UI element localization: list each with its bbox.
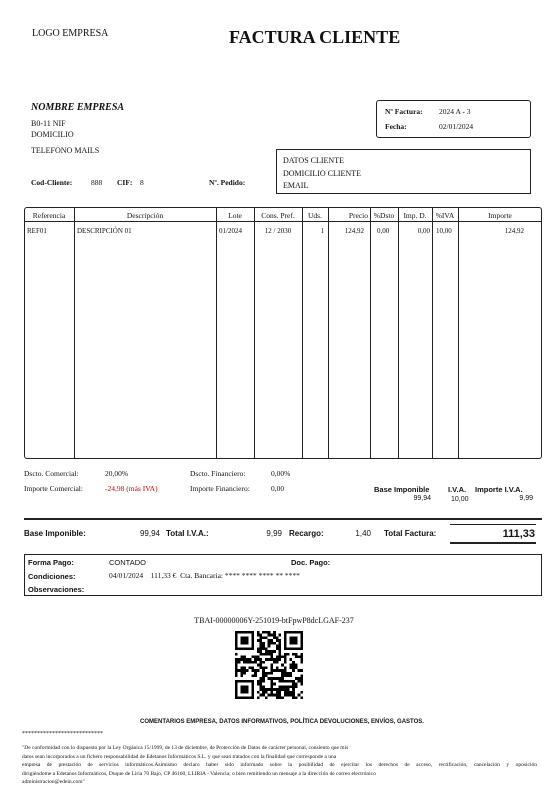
financial-amount-value: 0,00 bbox=[271, 484, 285, 493]
column-header-dsto: %Dsto bbox=[373, 211, 395, 220]
column-divider bbox=[328, 207, 329, 459]
client-code-value: 888 bbox=[91, 178, 103, 187]
table-header-divider bbox=[24, 221, 542, 222]
financial-discount-label: Dscto. Financiero: bbox=[190, 469, 246, 478]
surcharge-label: Recargo: bbox=[289, 529, 324, 538]
payment-conditions-label: Condiciones: bbox=[28, 572, 76, 581]
cell-uds: 1 bbox=[320, 227, 324, 235]
payment-method-value: CONTADO bbox=[109, 558, 146, 567]
tbai-code: TBAI-00000006Y-251019-btFpwP8dcLGAF-237 bbox=[194, 616, 354, 625]
cell-importe: 124,92 bbox=[504, 227, 524, 235]
company-address: DOMICILIO bbox=[31, 130, 74, 139]
logo-text: LOGO EMPRESA bbox=[32, 28, 109, 39]
column-divider bbox=[216, 207, 217, 459]
commercial-amount-value: -24,98 (más IVA) bbox=[105, 484, 158, 493]
column-header-iva: %IVA bbox=[435, 211, 455, 220]
commercial-discount-label: Dscto. Comercial: bbox=[24, 469, 79, 478]
items-table bbox=[24, 207, 542, 459]
column-header-importe: Importe bbox=[488, 211, 512, 220]
column-divider bbox=[74, 207, 75, 459]
legal-notice bbox=[22, 744, 537, 787]
cell-cons-pref: 12 / 2030 bbox=[264, 227, 292, 235]
total-box-bottom-rule bbox=[450, 542, 536, 544]
column-divider bbox=[302, 207, 303, 459]
order-number-label: Nº. Pedido: bbox=[209, 178, 246, 187]
client-cif-value: 8 bbox=[140, 178, 144, 187]
tax-importe-label: Importe I.V.A. bbox=[475, 485, 523, 494]
total-iva-value: 9,99 bbox=[266, 529, 282, 538]
tax-base-value: 99,94 bbox=[413, 495, 431, 502]
client-cif-label: CIF: bbox=[117, 178, 133, 187]
tax-iva-label: I.V.A. bbox=[448, 485, 467, 494]
column-divider bbox=[398, 207, 399, 459]
cell-imp-d: 0,00 bbox=[417, 227, 430, 235]
legal-line: dirigiéndome a Edetanos Informáticos, Duque de Liria 70 Bajo, CP 46160, LLIRIA - Valencia; o bien remitiendo un mensaje a la dirección de correo electrónico bbox=[22, 770, 376, 777]
client-data: DATOS CLIENTE bbox=[283, 156, 344, 165]
total-iva-label: Total I.V.A.: bbox=[166, 529, 209, 538]
legal-line: "De conformidad con lo dispuesto por la Ley Orgánica 15/1999, de 13 de diciembre, de Protección de Datos de carácter personal, consiento que mis bbox=[22, 745, 349, 751]
client-email: EMAIL bbox=[283, 181, 309, 190]
column-divider bbox=[370, 207, 371, 459]
footer-stars: *************************** bbox=[22, 731, 103, 737]
client-box bbox=[276, 149, 531, 194]
column-divider bbox=[254, 207, 255, 459]
company-contact: TELEFONO MAILS bbox=[31, 146, 100, 155]
qr-code-icon bbox=[230, 631, 308, 699]
column-header-imp-d: Imp. D. bbox=[403, 211, 427, 220]
cell-dsto: 0,00 bbox=[377, 227, 390, 235]
cell-descripcion: DESCRIPCIÓN 01 bbox=[77, 227, 132, 235]
commercial-discount-value: 20,00% bbox=[105, 469, 129, 478]
total-invoice-label: Total Factura: bbox=[384, 529, 437, 538]
financial-discount-value: 0,00% bbox=[271, 469, 291, 478]
payment-method-label: Forma Pago: bbox=[28, 558, 74, 567]
cell-lote: 01/2024 bbox=[219, 227, 242, 235]
payment-box bbox=[24, 554, 542, 596]
invoice-meta-box bbox=[376, 100, 531, 138]
invoice-number-value: 2024 A - 3 bbox=[439, 107, 471, 116]
cell-precio: 124,92 bbox=[344, 227, 364, 235]
footer-comments: COMENTARIOS EMPRESA, DATOS INFORMATIVOS, POLÍTICA DEVOLUCIONES, ENVÍOS, GASTOS. bbox=[140, 719, 424, 725]
document-title: FACTURA CLIENTE bbox=[229, 27, 401, 47]
financial-amount-label: Importe Financiero: bbox=[190, 484, 250, 493]
legal-line: empresa de prestación de servicios informáticos.Asimismo declaro haber sido informado sobre la posibilidad de ejercitar los derechos de acceso, rectificación, cancelación y oposición bbox=[22, 762, 537, 768]
total-box-top-rule bbox=[450, 524, 536, 525]
client-code-label: Cod-Cliente: bbox=[31, 178, 73, 187]
column-header-uds: Uds. bbox=[308, 211, 322, 220]
legal-line: datos sean incorporados a un fichero responsabilidad de Edetanos Informáticos S.L. y que sean tratados con la finalidad que corresponde a una bbox=[22, 753, 337, 760]
surcharge-value: 1,40 bbox=[355, 529, 371, 538]
legal-line: administracion@edein.com" bbox=[22, 779, 85, 785]
cell-referencia: REF01 bbox=[27, 227, 47, 235]
totals-top-rule bbox=[24, 518, 542, 520]
tax-iva-value: 10,00 bbox=[451, 496, 469, 503]
invoice-date-label: Fecha: bbox=[385, 122, 407, 131]
payment-doc-label: Doc. Pago: bbox=[291, 558, 331, 567]
column-divider bbox=[432, 207, 433, 459]
column-header-descripcion: Descripción bbox=[126, 211, 164, 220]
tax-base-label: Base Imponible bbox=[374, 485, 430, 494]
tax-importe-value: 9,99 bbox=[519, 495, 533, 502]
observations-label: Observaciones: bbox=[28, 585, 85, 594]
invoice-number-label: Nº Factura: bbox=[385, 107, 423, 116]
cell-iva: 10,00 bbox=[436, 227, 452, 235]
client-address: DOMICILIO CLIENTE bbox=[283, 169, 361, 178]
column-header-cons-pref: Cons. Pref. bbox=[261, 211, 295, 220]
column-header-precio: Precio bbox=[348, 211, 368, 220]
column-header-referencia: Referencia bbox=[32, 211, 66, 220]
invoice-date-value: 02/01/2024 bbox=[439, 122, 474, 131]
total-base-label: Base Imponible: bbox=[24, 529, 86, 538]
company-name: NOMBRE EMPRESA bbox=[31, 102, 125, 113]
commercial-amount-label: Importe Comercial: bbox=[24, 484, 83, 493]
total-invoice-value: 111,33 bbox=[502, 528, 535, 540]
column-divider bbox=[458, 207, 459, 459]
total-base-value: 99,94 bbox=[139, 529, 160, 538]
company-nif: B0-11 NIF bbox=[31, 119, 66, 128]
payment-conditions-value: 04/01/2024 111,33 € Cta. Bancaria: **** **** **** ** **** bbox=[109, 571, 300, 580]
column-header-lote: Lote bbox=[228, 211, 242, 220]
